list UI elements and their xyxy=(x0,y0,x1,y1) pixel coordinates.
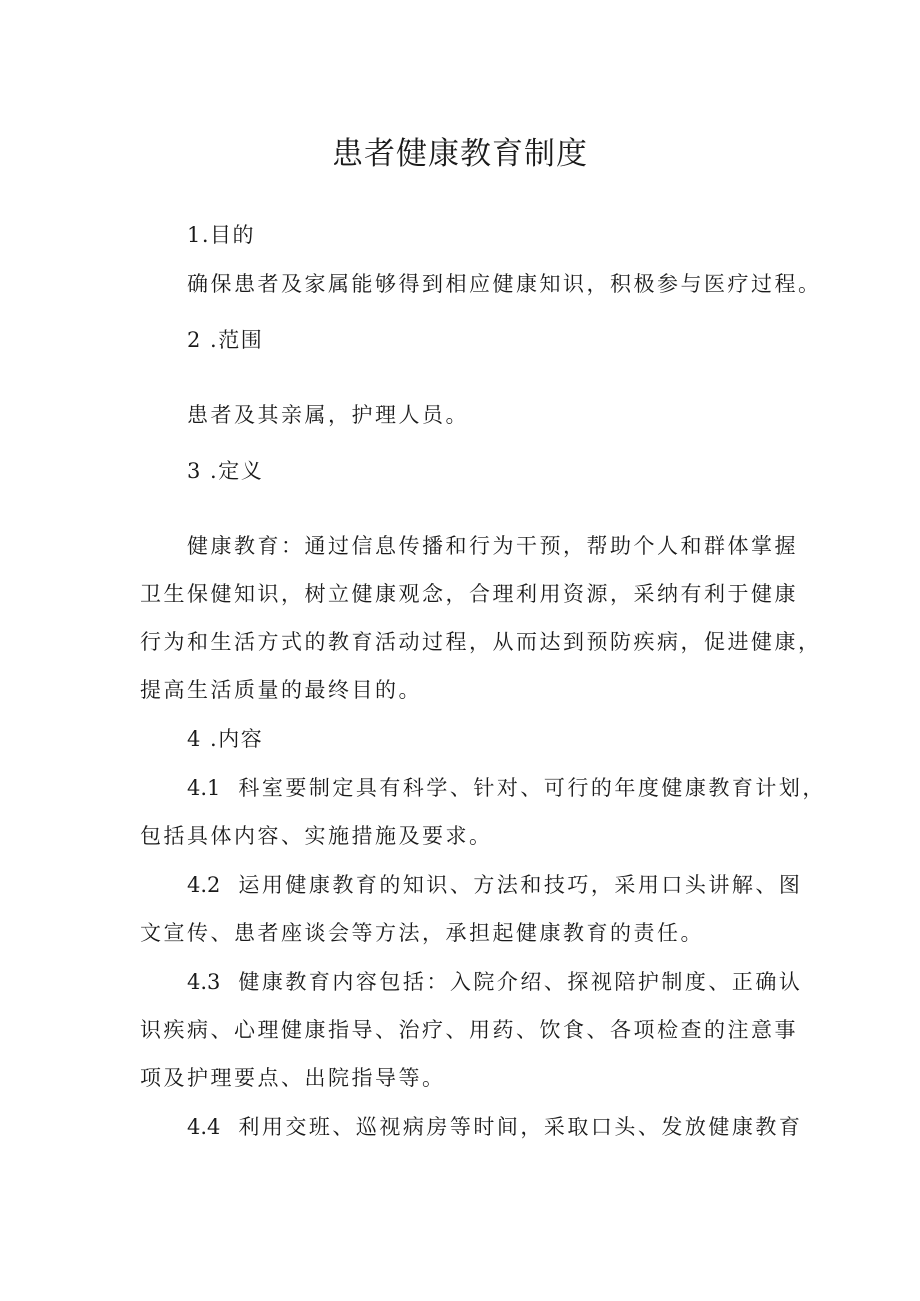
section-2-heading: 2 .范围 xyxy=(187,328,264,352)
section-3-heading: 3 .定义 xyxy=(187,459,264,483)
section-1-text: 确保患者及家属能够得到相应健康知识，积极参与医疗过程。 xyxy=(187,272,822,296)
item-4-1-line-1 xyxy=(187,773,826,803)
item-text: 利用交班、巡视病房等时间，采取口头、发放健康教育 xyxy=(238,1115,803,1139)
item-number: 4.1 xyxy=(187,776,221,800)
item-number: 4.2 xyxy=(187,873,221,897)
section-3-line-4: 提高生活质量的最终目的。 xyxy=(140,678,422,702)
item-4-2-line-1 xyxy=(187,870,802,900)
item-number: 4.4 xyxy=(187,1115,221,1139)
item-text: 科室要制定具有科学、针对、可行的年度健康教育计划， xyxy=(238,776,826,800)
item-number: 4.3 xyxy=(187,970,221,994)
item-4-3-line-3: 项及护理要点、出院指导等。 xyxy=(140,1066,446,1090)
item-4-3-line-1 xyxy=(187,967,802,997)
item-4-3-line-2: 识疾病、心理健康指导、治疗、用药、饮食、各项检查的注意事 xyxy=(140,1018,798,1042)
item-4-1-line-2: 包括具体内容、实施措施及要求。 xyxy=(140,824,493,848)
item-4-4-line-1 xyxy=(187,1112,802,1142)
section-2-text: 患者及其亲属，护理人员。 xyxy=(187,403,469,427)
item-text: 运用健康教育的知识、方法和技巧，采用口头讲解、图 xyxy=(238,873,803,897)
item-4-2-line-2: 文宣传、患者座谈会等方法，承担起健康教育的责任。 xyxy=(140,921,704,945)
document-title: 患者健康教育制度 xyxy=(332,136,588,172)
section-1-heading: 1.目的 xyxy=(187,223,256,247)
section-4-heading: 4 .内容 xyxy=(187,727,264,751)
section-3-line-2: 卫生保健知识，树立健康观念，合理利用资源，采纳有利于健康 xyxy=(140,582,798,606)
section-3-line-3: 行为和生活方式的教育活动过程，从而达到预防疾病，促进健康， xyxy=(140,630,822,654)
section-3-line-1: 健康教育：通过信息传播和行为干预，帮助个人和群体掌握 xyxy=(187,534,798,558)
item-text: 健康教育内容包括：入院介绍、探视陪护制度、正确认 xyxy=(238,970,803,994)
